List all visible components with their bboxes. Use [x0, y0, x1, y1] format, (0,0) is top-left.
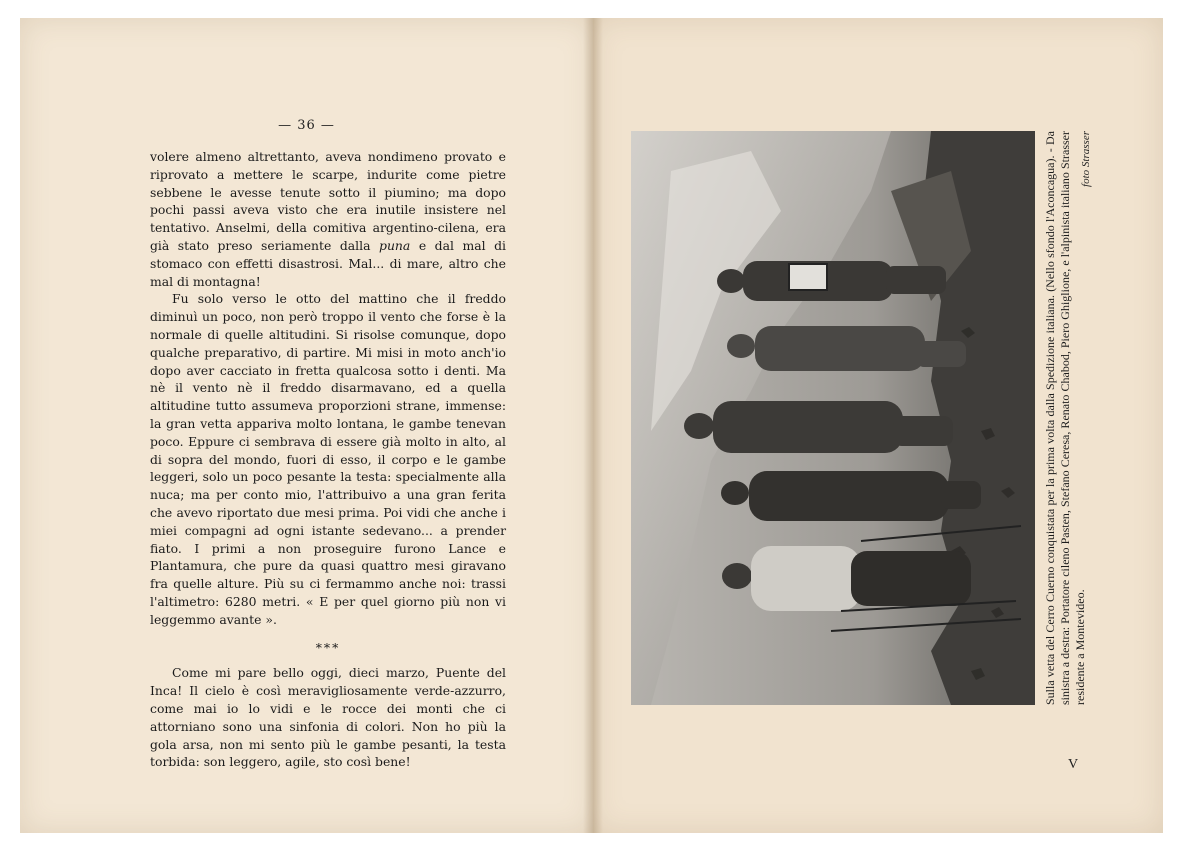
paragraph-2: Fu solo verso le otto del mattino che il freddo diminuì un poco, non però troppo il vento che forse è la normale di quelle altitudini. Si risolse comunque, dopo qualche preparativo, di partire. Mi misi in moto anch'io dopo aver cacciato in fretta qualcosa sotto i denti. Ma nè il vento nè il freddo disarmavano, ed a quella altitudine tutto assumeva proporzioni strane, immense: la gran vetta appariva molto lontana, le gambe tenevan poco. Eppure ci sembrava di essere già molto in alto, al di sopra del mondo, fuori di esso, il corpo e le gambe leggeri, solo un poco pesante la testa: specialmente alla nuca; ma per conto mio, l'attribuivo a una gran ferita che avevo riportato due mesi prima. Poi vidi che anche i miei compagni ad ogni istante sedevano... a prender fiato. I primi a non proseguire furono Lance e Plantamura, che pure da quasi quattro mesi giravano fra quelle alture. Più su ci fermammo anche noi: trassi l'altimetro: 6280 metri. « E per quel giorno più non vi leggemmo avante ». — [150, 291, 506, 627]
summit-photo — [631, 131, 1035, 705]
section-separator: *** — [315, 639, 341, 655]
plate-number: V — [1068, 757, 1079, 772]
paragraph-1 — [150, 148, 506, 290]
body-text — [150, 148, 506, 771]
photo-illustration — [631, 131, 1035, 705]
paragraph-3: Come mi pare bello oggi, dieci marzo, Puente del Inca! Il cielo è così meravigliosamente verde-azzurro, come mai io lo vidi e le rocce dei monti che ci attorniano sono una sinfonia di colori. Non ho più la gola arsa, non mi sento più le gambe pesanti, la testa torbida: son leggero, agile, sto così bene! — [150, 665, 506, 770]
photo-credit — [1080, 131, 1096, 241]
photo-caption-text: Sulla vetta del Cerro Cuerno conquistata per la prima volta dalla Spedizione italiana. (Nello sfondo l'Aconcagua). - Da sinistra a destra: Portatore cileno Pasten, Stefano Ceresa, Renato Chabod, Piero Ghiglione, e l'alpinista italiano Strasser residente a Montevideo. — [1043, 131, 1087, 705]
italic-word-puna: puna — [379, 237, 411, 253]
paragraph-1-part-a: volere almeno altrettanto, aveva nondimeno provato e riprovato a mettere le scarpe, indurite come pietre sebbene le avesse tenute sotto il piumino; ma dopo pochi passi aveva visto che era inutile insistere nel tentativo. Anselmi, della comitiva argentino-cilena, era già stato preso seriamente dalla — [150, 149, 506, 253]
book-gutter — [583, 18, 603, 833]
left-page — [20, 18, 594, 833]
paragraph-1-part-b: e dal mal di stomaco con effetti disastrosi. Mal... di mare, altro che mal di montagna! — [150, 237, 506, 289]
photo-credit-text: foto Strasser — [1080, 131, 1092, 187]
page-number: — 36 — — [278, 118, 335, 133]
